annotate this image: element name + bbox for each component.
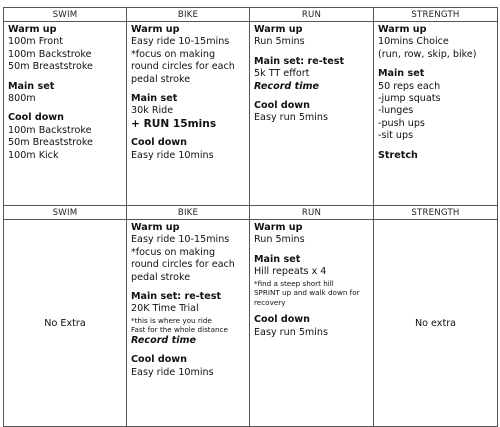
- training-table: [3, 7, 498, 427]
- section-title: Warm up: [8, 24, 57, 35]
- header-swim: SWIM: [4, 8, 127, 22]
- text-line: 50 reps each: [378, 80, 441, 92]
- cell-run: [250, 220, 374, 427]
- section-title: Warm up: [131, 24, 180, 35]
- section-title: Main set: [131, 93, 178, 105]
- text-line: 800m: [8, 93, 36, 105]
- text-line: Easy ride 10-15mins: [131, 36, 230, 48]
- small-note: *this is where you ride: [131, 315, 212, 325]
- header-strength: STRENGTH: [374, 8, 498, 22]
- text-line: Run 5mins: [254, 234, 305, 246]
- section-title: Cool down: [131, 354, 188, 366]
- text-line: 10mins Choice: [378, 36, 449, 48]
- section-title: Main set: re-test: [131, 291, 222, 303]
- text-line: round circles for each: [131, 61, 235, 73]
- record-time-note: Record time: [131, 335, 197, 347]
- text-line: -sit ups: [378, 130, 414, 142]
- cell-strength-extra: No extra: [374, 220, 498, 427]
- small-note: recovery: [254, 297, 286, 307]
- text-line: Run 5mins: [254, 36, 305, 48]
- text-line: 30k Ride: [131, 105, 174, 117]
- small-note: *find a steep short hill: [254, 278, 334, 288]
- text-line: *focus on making: [131, 246, 216, 258]
- section-title: Cool down: [254, 314, 311, 326]
- run-addon: + RUN 15mins: [131, 117, 217, 130]
- text-line: pedal stroke: [131, 73, 191, 85]
- text-line: Easy run 5mins: [254, 326, 329, 338]
- table-row: [4, 22, 498, 206]
- section-title: Main set: [254, 253, 301, 265]
- text-line: -push ups: [378, 117, 425, 129]
- text-line: Easy ride 10mins: [131, 366, 214, 378]
- stretch-label: Stretch: [378, 149, 418, 161]
- section-title: Main set: re-test: [254, 55, 345, 67]
- cell-swim: [4, 22, 127, 206]
- section-title: Cool down: [254, 100, 311, 112]
- cell-strength: [374, 22, 498, 206]
- text-line: *focus on making: [131, 48, 216, 60]
- text-line: -jump squats: [378, 93, 441, 105]
- section-title: Warm up: [131, 222, 180, 233]
- text-line: (run, row, skip, bike): [378, 48, 477, 60]
- section-title: Cool down: [8, 112, 65, 124]
- header-bike: BIKE: [127, 8, 250, 22]
- table-row: [4, 220, 498, 427]
- text-line: Easy run 5mins: [254, 112, 329, 124]
- header-swim: SWIM: [4, 206, 127, 220]
- text-line: 50m Breaststroke: [8, 61, 93, 73]
- section-title: Warm up: [254, 24, 303, 35]
- text-line: Hill repeats x 4: [254, 266, 327, 278]
- small-note: Fast for the whole distance: [131, 325, 228, 335]
- text-line: -lunges: [378, 105, 414, 117]
- header-bike: BIKE: [127, 206, 250, 220]
- section-title: Warm up: [378, 24, 427, 35]
- text-line: 50m Breaststroke: [8, 137, 93, 149]
- text-line: round circles for each: [131, 259, 235, 271]
- text-line: 20K Time Trial: [131, 303, 199, 315]
- cell-bike: [127, 220, 250, 427]
- text-line: Easy ride 10-15mins: [131, 234, 230, 246]
- text-line: 100m Front: [8, 36, 63, 48]
- text-line: 100m Backstroke: [8, 48, 92, 60]
- header-row: [4, 8, 498, 22]
- record-time-note: Record time: [254, 80, 320, 92]
- section-title: Main set: [378, 68, 425, 80]
- text-line: 100m Backstroke: [8, 124, 92, 136]
- header-row: [4, 206, 498, 220]
- section-title: Cool down: [131, 137, 188, 149]
- text-line: pedal stroke: [131, 271, 191, 283]
- cell-bike: [127, 22, 250, 206]
- section-title: Main set: [8, 80, 55, 92]
- header-run: RUN: [250, 206, 374, 220]
- cell-swim-extra: No Extra: [4, 220, 127, 427]
- text-line: Easy ride 10mins: [131, 149, 214, 161]
- section-title: Warm up: [254, 222, 303, 233]
- text-line: 100m Kick: [8, 149, 59, 161]
- small-note: SPRINT up and walk down for: [254, 288, 360, 298]
- header-strength: STRENGTH: [374, 206, 498, 220]
- cell-run: [250, 22, 374, 206]
- header-run: RUN: [250, 8, 374, 22]
- text-line: 5k TT effort: [254, 68, 310, 80]
